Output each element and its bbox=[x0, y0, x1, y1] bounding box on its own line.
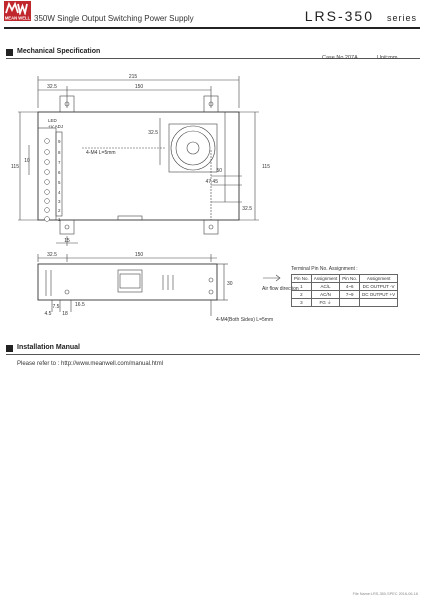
mount-screw-side-note: 4-M4(Both Sides) L=5mm bbox=[216, 317, 274, 323]
table-header-cell: Assignment bbox=[311, 275, 340, 283]
terminal-label-9: 9 bbox=[58, 139, 61, 144]
terminal-label-4: 4 bbox=[58, 190, 61, 195]
table-row bbox=[292, 291, 398, 299]
dim-right-115: 115 bbox=[262, 164, 270, 170]
terminal-assignment-table bbox=[291, 274, 398, 307]
manual-link-text[interactable]: Please refer to : http://www.meanwell.com/manual.html bbox=[17, 361, 164, 367]
table-header-cell: Assignment bbox=[360, 275, 398, 283]
product-subtitle: 350W Single Output Switching Power Supply bbox=[34, 14, 194, 23]
table-cell: AC/L bbox=[311, 283, 340, 291]
section-title: Mechanical Specification bbox=[17, 48, 101, 55]
footer-file-name: File Name:LRS-350-SPEC 2016-06-16 bbox=[352, 592, 418, 596]
terminal-table-title: Terminal Pin No. Assignment : bbox=[291, 266, 358, 272]
section-installation-manual bbox=[6, 344, 420, 355]
dim-side-4-5: 4.5 bbox=[44, 311, 52, 317]
table-cell: DC OUTPUT +V bbox=[360, 291, 398, 299]
terminal-label-8: 8 bbox=[58, 150, 61, 155]
case-number: Case No.207A bbox=[322, 55, 358, 61]
table-header-row bbox=[292, 275, 398, 283]
dim-left-10: 10 bbox=[24, 158, 30, 164]
table-cell: 7~9 bbox=[340, 291, 360, 299]
logo-text: MEAN WELL bbox=[4, 15, 31, 21]
dim-side-16-5: 16.5 bbox=[75, 302, 85, 308]
terminal-label-7: 7 bbox=[58, 160, 61, 165]
dim-side-span: 150 bbox=[134, 252, 144, 258]
model-name: LRS-350 bbox=[304, 8, 374, 24]
table-cell: 4~6 bbox=[340, 283, 360, 291]
series-label: series bbox=[386, 13, 417, 23]
dim-32-5-vertical: 32.5 bbox=[148, 130, 158, 136]
terminal-label-3: 3 bbox=[58, 199, 61, 204]
dim-overall-height: 115 bbox=[11, 164, 19, 170]
dim-top-offset: 32.5 bbox=[47, 84, 57, 90]
table-cell: 1 bbox=[292, 283, 312, 291]
dim-47-45: 47.45 bbox=[205, 179, 218, 185]
table-header-cell: Pin No. bbox=[340, 275, 360, 283]
table-cell: 3 bbox=[292, 299, 312, 307]
dim-side-7-5: 7.5 bbox=[52, 304, 60, 310]
terminal-label-5: 5 bbox=[58, 180, 61, 185]
dim-height-50: 50 bbox=[216, 168, 222, 174]
dim-top-span: 150 bbox=[134, 84, 144, 90]
table-cell: 2 bbox=[292, 291, 312, 299]
section-bullet-icon bbox=[6, 345, 13, 352]
dim-side-offset: 32.5 bbox=[47, 252, 57, 258]
terminal-label-2: 2 bbox=[58, 208, 61, 213]
terminal-label-led: LED bbox=[48, 118, 57, 123]
unit-label: Unit:mm bbox=[377, 55, 398, 61]
mount-screw-top-note: 4-M4 L=5mm bbox=[86, 150, 116, 156]
dim-32-5-bottom: 32.5 bbox=[242, 206, 252, 212]
terminal-label-adj: +V ADJ bbox=[48, 124, 64, 129]
table-row bbox=[292, 299, 398, 307]
terminal-label-6: 6 bbox=[58, 170, 61, 175]
table-cell: FG ⏚ bbox=[311, 299, 340, 307]
table-cell bbox=[340, 299, 360, 307]
dim-side-height: 30 bbox=[227, 281, 233, 287]
terminal-label-1: 1 bbox=[58, 217, 61, 222]
airflow-label: Air flow direction bbox=[262, 286, 299, 292]
table-row bbox=[292, 283, 398, 291]
table-cell: AC/N bbox=[311, 291, 340, 299]
dim-bottom-15: 15 bbox=[64, 238, 70, 244]
table-cell: DC OUTPUT -V bbox=[360, 283, 398, 291]
table-cell bbox=[360, 299, 398, 307]
dim-side-18: 18 bbox=[62, 311, 68, 317]
table-header-cell: Pin No. bbox=[292, 275, 312, 283]
section-title: Installation Manual bbox=[17, 344, 81, 351]
dim-overall-width: 215 bbox=[128, 74, 138, 80]
